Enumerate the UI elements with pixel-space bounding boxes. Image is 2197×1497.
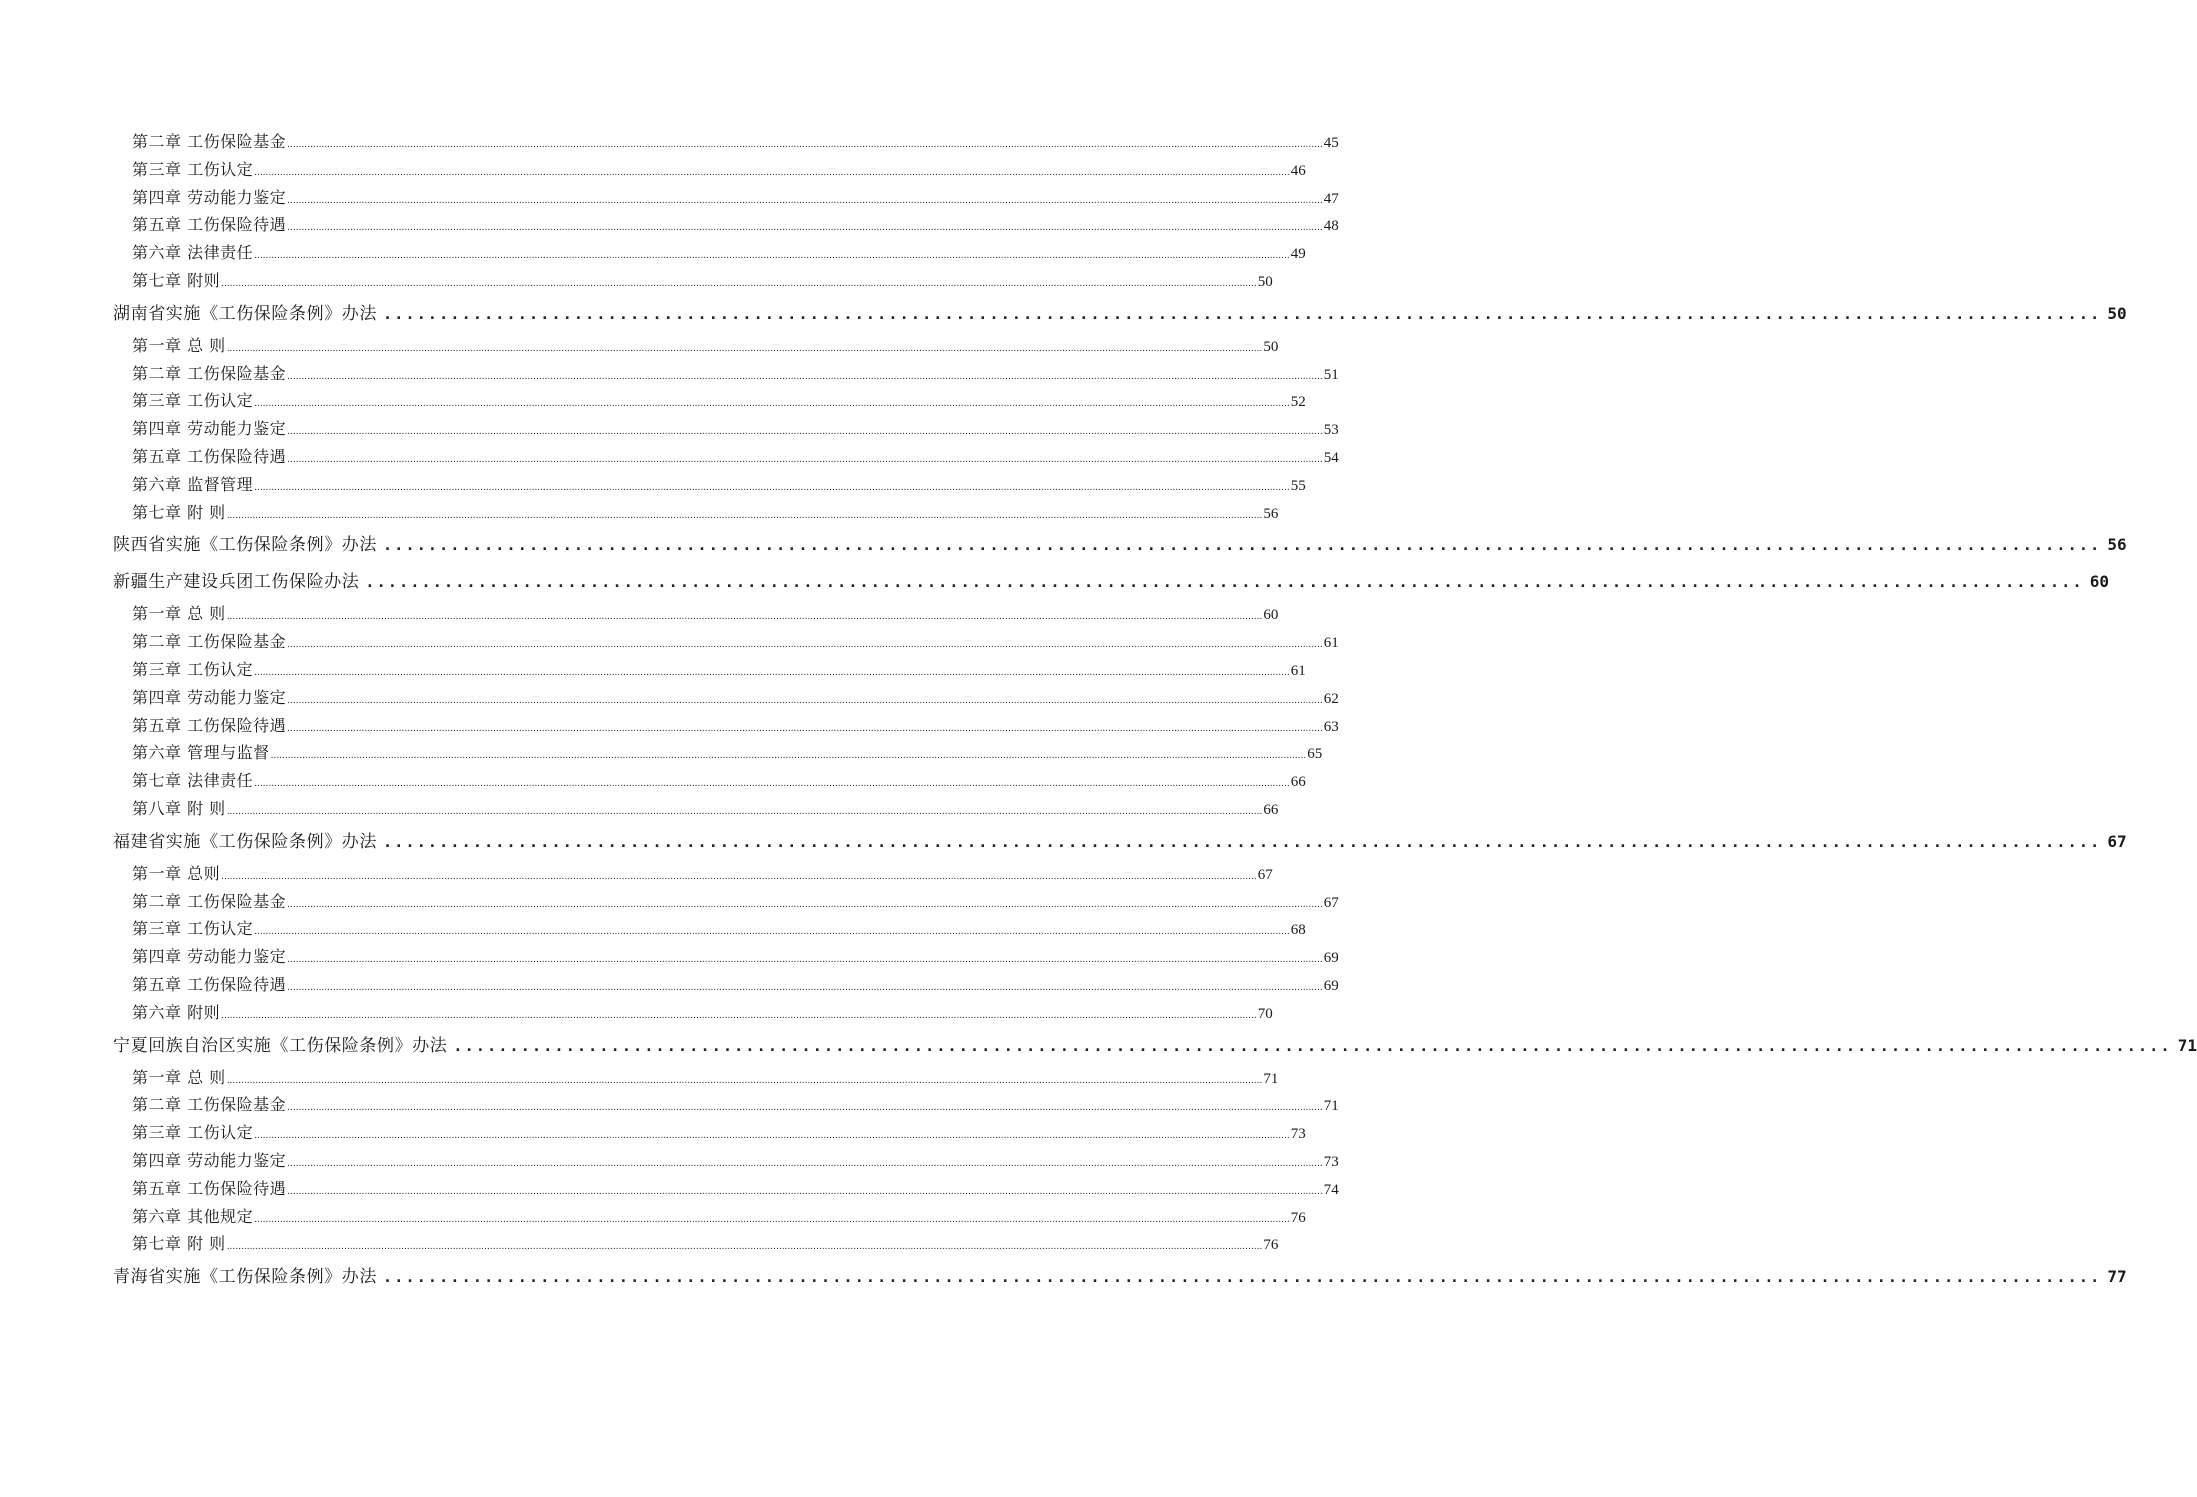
toc-chapter-entry[interactable] [0, 684, 1339, 712]
toc-leader-dots: .......................................................................................................................................................................................................................................................................................................................................................................... [287, 955, 1323, 966]
toc-section-entry[interactable] [0, 526, 2127, 563]
toc-leader-dots: .......................................................................................................................................................................................................................................................................................................................................................................... [226, 1242, 1263, 1253]
toc-chapter-entry[interactable] [0, 128, 1339, 156]
toc-page-number: 60 [1263, 607, 1279, 624]
toc-page-number: 63 [1323, 718, 1339, 735]
toc-leader-dots: .......................................................................................................................................................................................................................................................................................................................................................................... [287, 195, 1323, 206]
toc-chapter-entry[interactable] [0, 239, 1306, 267]
toc-entry-title: 第八章 附 则 [132, 798, 226, 818]
toc-leader-dots: .......................................................................................................................................................................................................................................................................................................................................................................... [287, 371, 1323, 382]
toc-page-number: 55 [1290, 477, 1306, 494]
toc-entry-title: 第六章 管理与监督 [132, 743, 270, 763]
toc-leader-dots: .......................................................................................................................................................................................................................................................................................................................................................................... [226, 510, 1263, 521]
toc-page-number: 61 [1290, 662, 1306, 679]
toc-chapter-entry[interactable] [0, 1175, 1339, 1203]
toc-chapter-entry[interactable] [0, 656, 1306, 684]
toc-chapter-entry[interactable] [0, 999, 1273, 1027]
toc-leader-dots: .......................................................................................................................................................................................................................................................................................................................................................................... [226, 1075, 1263, 1086]
toc-chapter-entry[interactable] [0, 332, 1279, 360]
toc-leader-dots: .......................................................................................................................................................................................................................................................................................................................................................................... [254, 167, 1290, 178]
toc-entry-title: 第四章 劳动能力鉴定 [132, 419, 287, 439]
toc-leader-dots: .......................................................................................................................................................................................................................................................................................................................................................................... [221, 1010, 1257, 1021]
toc-chapter-entry[interactable] [0, 156, 1306, 184]
toc-entry-title: 第七章 附 则 [132, 1234, 226, 1254]
toc-entry-title: 第四章 劳动能力鉴定 [132, 1150, 287, 1170]
toc-leader-dots: .......................................................................................................................................................................................................................................................................................................................................................................... [254, 251, 1290, 262]
toc-entry-title: 第二章 工伤保险基金 [132, 1095, 287, 1115]
toc-chapter-entry[interactable] [0, 971, 1339, 999]
toc-entry-title: 第五章 工伤保险待遇 [132, 215, 287, 235]
toc-entry-title: 第二章 工伤保险基金 [132, 891, 287, 911]
toc-leader-dots: .......................................................................................................................................................................................................................................................................................................................................................................... [287, 1158, 1323, 1169]
toc-chapter-entry[interactable] [0, 1091, 1339, 1119]
toc-page-number: 67 [1257, 866, 1273, 883]
toc-page-number: 56 [2107, 535, 2127, 555]
toc-entry-title: 第五章 工伤保险待遇 [132, 446, 287, 466]
toc-page-number: 46 [1290, 162, 1306, 179]
toc-page-number: 51 [1323, 366, 1339, 383]
toc-entry-title: 湖南省实施《工伤保险条例》办法 [113, 303, 377, 324]
toc-entry-title: 青海省实施《工伤保险条例》办法 [113, 1267, 377, 1288]
toc-leader-dots: .......................................................................................................................................................................................................................................................................................................................................................................... [226, 612, 1263, 623]
toc-leader-dots: ......................................................................................................................................................... [383, 536, 2102, 555]
toc-leader-dots: .......................................................................................................................................................................................................................................................................................................................................................................... [254, 927, 1290, 938]
toc-entry-title: 第四章 劳动能力鉴定 [132, 947, 287, 967]
toc-chapter-entry[interactable] [0, 943, 1339, 971]
toc-page-number: 76 [1290, 1209, 1306, 1226]
toc-entry-title: 新疆生产建设兵团工伤保险办法 [113, 572, 360, 593]
toc-leader-dots: .......................................................................................................................................................................................................................................................................................................................................................................... [221, 278, 1257, 289]
toc-chapter-entry[interactable] [0, 1064, 1279, 1092]
toc-page-number: 77 [2107, 1267, 2127, 1287]
toc-page-number: 74 [1323, 1181, 1339, 1198]
toc-entry-title: 第四章 劳动能力鉴定 [132, 187, 287, 207]
toc-entry-title: 第六章 监督管理 [132, 474, 254, 494]
toc-section-entry[interactable] [0, 1027, 2197, 1064]
toc-leader-dots: .......................................................................................................................................................................................................................................................................................................................................................................... [254, 667, 1290, 678]
toc-page-number: 49 [1290, 246, 1306, 263]
toc-page-number: 61 [1323, 635, 1339, 652]
toc-page-number: 67 [2107, 831, 2127, 851]
toc-entry-title: 宁夏回族自治区实施《工伤保险条例》办法 [113, 1035, 448, 1056]
toc-entry-title: 第七章 附则 [132, 270, 221, 290]
toc-chapter-entry[interactable] [0, 499, 1279, 527]
toc-entry-title: 第五章 工伤保险待遇 [132, 715, 287, 735]
toc-chapter-entry[interactable] [0, 1147, 1339, 1175]
toc-page-number: 69 [1323, 950, 1339, 967]
toc-chapter-entry[interactable] [0, 712, 1339, 740]
toc-leader-dots: ......................................................................................................................................................... [383, 304, 2102, 323]
toc-chapter-entry[interactable] [0, 1119, 1306, 1147]
toc-leader-dots: .......................................................................................................................................................................................................................................................................................................................................................................... [254, 1214, 1290, 1225]
toc-chapter-entry[interactable] [0, 184, 1339, 212]
toc-leader-dots: .......................................................................................................................................................................................................................................................................................................................................................................... [287, 723, 1323, 734]
toc-page-number: 73 [1323, 1153, 1339, 1170]
toc-page-number: 76 [1263, 1237, 1279, 1254]
toc-entry-title: 第六章 法律责任 [132, 243, 254, 263]
toc-leader-dots: .......................................................................................................................................................................................................................................................................................................................................................................... [287, 1186, 1323, 1197]
toc-chapter-entry[interactable] [0, 915, 1306, 943]
toc-page-number: 53 [1323, 422, 1339, 439]
toc-chapter-entry[interactable] [0, 739, 1323, 767]
toc-page-number: 45 [1323, 135, 1339, 151]
toc-leader-dots: .......................................................................................................................................................................................................................................................................................................................................................................... [287, 1103, 1323, 1114]
toc-page-number: 54 [1323, 449, 1339, 466]
toc-chapter-entry[interactable] [0, 267, 1273, 295]
toc-chapter-entry[interactable] [0, 1230, 1279, 1258]
toc-chapter-entry[interactable] [0, 767, 1306, 795]
toc-section-entry[interactable] [0, 563, 2109, 600]
toc-leader-dots: ......................................................................................................................................................... [365, 573, 2084, 592]
toc-page-number: 73 [1290, 1126, 1306, 1143]
toc-leader-dots: .......................................................................................................................................................................................................................................................................................................................................................................... [287, 223, 1323, 234]
toc-leader-dots: .......................................................................................................................................................................................................................................................................................................................................................................... [226, 806, 1263, 817]
toc-page-number: 67 [1323, 894, 1339, 911]
toc-leader-dots: .......................................................................................................................................................................................................................................................................................................................................................................... [254, 1131, 1290, 1142]
toc-leader-dots: .......................................................................................................................................................................................................................................................................................................................................................................... [226, 343, 1263, 354]
toc-chapter-entry[interactable] [0, 471, 1306, 499]
toc-section-entry[interactable] [0, 295, 2127, 332]
toc-leader-dots: ......................................................................................................................................................... [383, 832, 2102, 851]
toc-leader-dots: .......................................................................................................................................................................................................................................................................................................................................................................... [221, 871, 1257, 882]
toc-page-number: 56 [1263, 505, 1279, 522]
toc-entry-title: 第二章 工伤保险基金 [132, 632, 287, 652]
toc-chapter-entry[interactable] [0, 628, 1339, 656]
toc-entry-title: 第三章 工伤认定 [132, 659, 254, 679]
toc-page-number: 71 [2177, 1035, 2197, 1055]
toc-leader-dots: .......................................................................................................................................................................................................................................................................................................................................................................... [254, 482, 1290, 493]
toc-entry-title: 第七章 附 则 [132, 502, 226, 522]
toc-page-number: 71 [1323, 1098, 1339, 1115]
toc-entry-title: 第五章 工伤保险待遇 [132, 1178, 287, 1198]
toc-page-number: 66 [1263, 801, 1279, 818]
toc-chapter-entry[interactable] [0, 415, 1339, 443]
toc-page-number: 50 [1257, 273, 1273, 290]
toc-leader-dots: .......................................................................................................................................................................................................................................................................................................................................................................... [287, 140, 1323, 150]
toc-leader-dots: .......................................................................................................................................................................................................................................................................................................................................................................... [254, 399, 1290, 410]
toc-page-number: 50 [1263, 338, 1279, 355]
toc-page-number: 50 [2107, 303, 2127, 323]
toc-page-number: 62 [1323, 690, 1339, 707]
toc-page-number: 68 [1290, 922, 1306, 939]
toc-leader-dots: .......................................................................................................................................................................................................................................................................................................................................................................... [287, 427, 1323, 438]
toc-entry-title: 第二章 工伤保险基金 [132, 363, 287, 383]
toc-entry-title: 第五章 工伤保险待遇 [132, 974, 287, 994]
toc-section-entry[interactable] [0, 1258, 2127, 1295]
toc-entry-title: 福建省实施《工伤保险条例》办法 [113, 831, 377, 852]
toc-chapter-entry[interactable] [0, 888, 1339, 916]
toc-page-number: 47 [1323, 190, 1339, 207]
toc-entry-title: 第一章 总 则 [132, 604, 226, 624]
toc-entry-title: 第三章 工伤认定 [132, 159, 254, 179]
toc-leader-dots: .......................................................................................................................................................................................................................................................................................................................................................................... [287, 454, 1323, 465]
toc-leader-dots: ......................................................................................................................................................... [383, 1268, 2102, 1287]
toc-chapter-entry[interactable] [0, 360, 1339, 388]
toc-page-number: 65 [1307, 746, 1323, 763]
toc-entry-title: 第一章 总则 [132, 863, 221, 883]
toc-leader-dots: .......................................................................................................................................................................................................................................................................................................................................................................... [287, 695, 1323, 706]
toc-section-entry[interactable] [0, 823, 2127, 860]
toc-entry-title: 第一章 总 则 [132, 1067, 226, 1087]
toc-leader-dots: .......................................................................................................................................................................................................................................................................................................................................................................... [254, 779, 1290, 790]
toc-page-number: 66 [1290, 774, 1306, 791]
toc-chapter-entry[interactable] [0, 387, 1306, 415]
toc-page-number: 48 [1323, 218, 1339, 235]
toc-leader-dots: .......................................................................................................................................................................................................................................................................................................................................................................... [270, 751, 1307, 762]
toc-entry-title: 第四章 劳动能力鉴定 [132, 687, 287, 707]
toc-chapter-entry[interactable] [0, 211, 1339, 239]
toc-entry-title: 第三章 工伤认定 [132, 391, 254, 411]
toc-entry-title: 第六章 其他规定 [132, 1206, 254, 1226]
toc-page-number: 52 [1290, 394, 1306, 411]
toc-leader-dots: ......................................................................................................................................................... [453, 1036, 2172, 1055]
toc-page-number: 71 [1263, 1070, 1279, 1087]
toc-entry-title: 第三章 工伤认定 [132, 919, 254, 939]
toc-entry-title: 第三章 工伤认定 [132, 1123, 254, 1143]
toc-page-number: 69 [1323, 977, 1339, 994]
toc-chapter-entry[interactable] [0, 795, 1279, 823]
toc-leader-dots: .......................................................................................................................................................................................................................................................................................................................................................................... [287, 640, 1323, 651]
toc-chapter-entry[interactable] [0, 600, 1279, 628]
toc-entry-title: 第一章 总 则 [132, 335, 226, 355]
toc-chapter-entry[interactable] [0, 860, 1273, 888]
toc-chapter-entry[interactable] [0, 443, 1339, 471]
toc-entry-title: 第七章 法律责任 [132, 771, 254, 791]
toc-page-number: 60 [2089, 572, 2109, 592]
toc-entry-title: 第六章 附则 [132, 1002, 221, 1022]
toc-leader-dots: .......................................................................................................................................................................................................................................................................................................................................................................... [287, 899, 1323, 910]
table-of-contents [0, 128, 2197, 1295]
toc-leader-dots: .......................................................................................................................................................................................................................................................................................................................................................................... [287, 982, 1323, 993]
toc-page-number: 70 [1257, 1005, 1273, 1022]
toc-entry-title: 第二章 工伤保险基金 [132, 132, 287, 151]
toc-entry-title: 陕西省实施《工伤保险条例》办法 [113, 535, 377, 556]
toc-chapter-entry[interactable] [0, 1203, 1306, 1231]
